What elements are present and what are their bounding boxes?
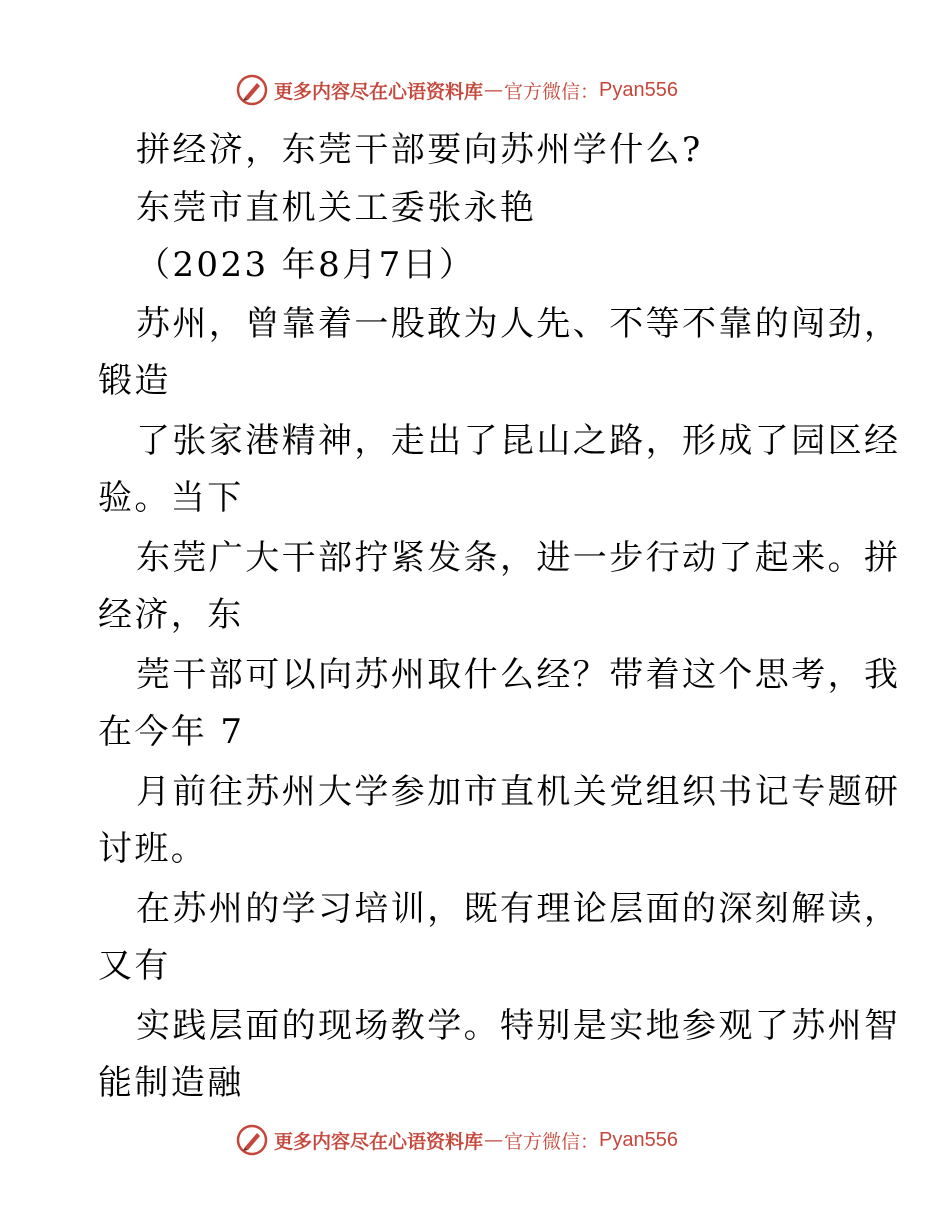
watermark-official-label: 官方微信： — [504, 1130, 600, 1153]
pen-logo-icon — [236, 1124, 268, 1156]
body-line: 了张家港精神，走出了昆山之路，形成了园区经 — [136, 421, 901, 461]
watermark-wechat-id: Pyan556 — [599, 1128, 678, 1151]
header-watermark — [236, 73, 678, 107]
body-line: 又有 — [98, 946, 171, 986]
watermark-brand-text: 更多内容尽在心语资料库 — [274, 1130, 484, 1153]
body-line: 经济，东 — [98, 595, 244, 635]
body-line: 验。当下 — [98, 478, 244, 518]
body-line: 在今年 7 — [98, 712, 245, 752]
body-line: 实践层面的现场教学。特别是实地参观了苏州智 — [136, 1006, 901, 1046]
body-line: 苏州，曾靠着一股敢为人先、不等不靠的闯劲， — [136, 304, 901, 344]
watermark-wechat-id: Pyan556 — [599, 78, 678, 101]
article-date: （2023 年8月7日） — [136, 245, 476, 285]
watermark-dash: — — [484, 1129, 504, 1151]
watermark-official-label: 官方微信： — [504, 80, 600, 103]
body-line: 锻造 — [98, 361, 171, 401]
footer-watermark — [236, 1123, 678, 1157]
body-line: 莞干部可以向苏州取什么经？带着这个思考，我 — [136, 655, 901, 695]
article-author: 东莞市直机关工委张永艳 — [136, 188, 537, 228]
pen-logo-icon — [236, 74, 268, 106]
article-title: 拼经济，东莞干部要向苏州学什么? — [136, 130, 703, 170]
body-line: 在苏州的学习培训，既有理论层面的深刻解读， — [136, 889, 901, 929]
body-line: 讨班。 — [98, 829, 208, 869]
watermark-dash: — — [484, 79, 504, 101]
body-line: 东莞广大干部拧紧发条，进一步行动了起来。拼 — [136, 538, 901, 578]
body-line: 月前往苏州大学参加市直机关党组织书记专题研 — [136, 772, 901, 812]
body-line: 能制造融 — [98, 1063, 244, 1103]
watermark-brand-text: 更多内容尽在心语资料库 — [274, 80, 484, 103]
